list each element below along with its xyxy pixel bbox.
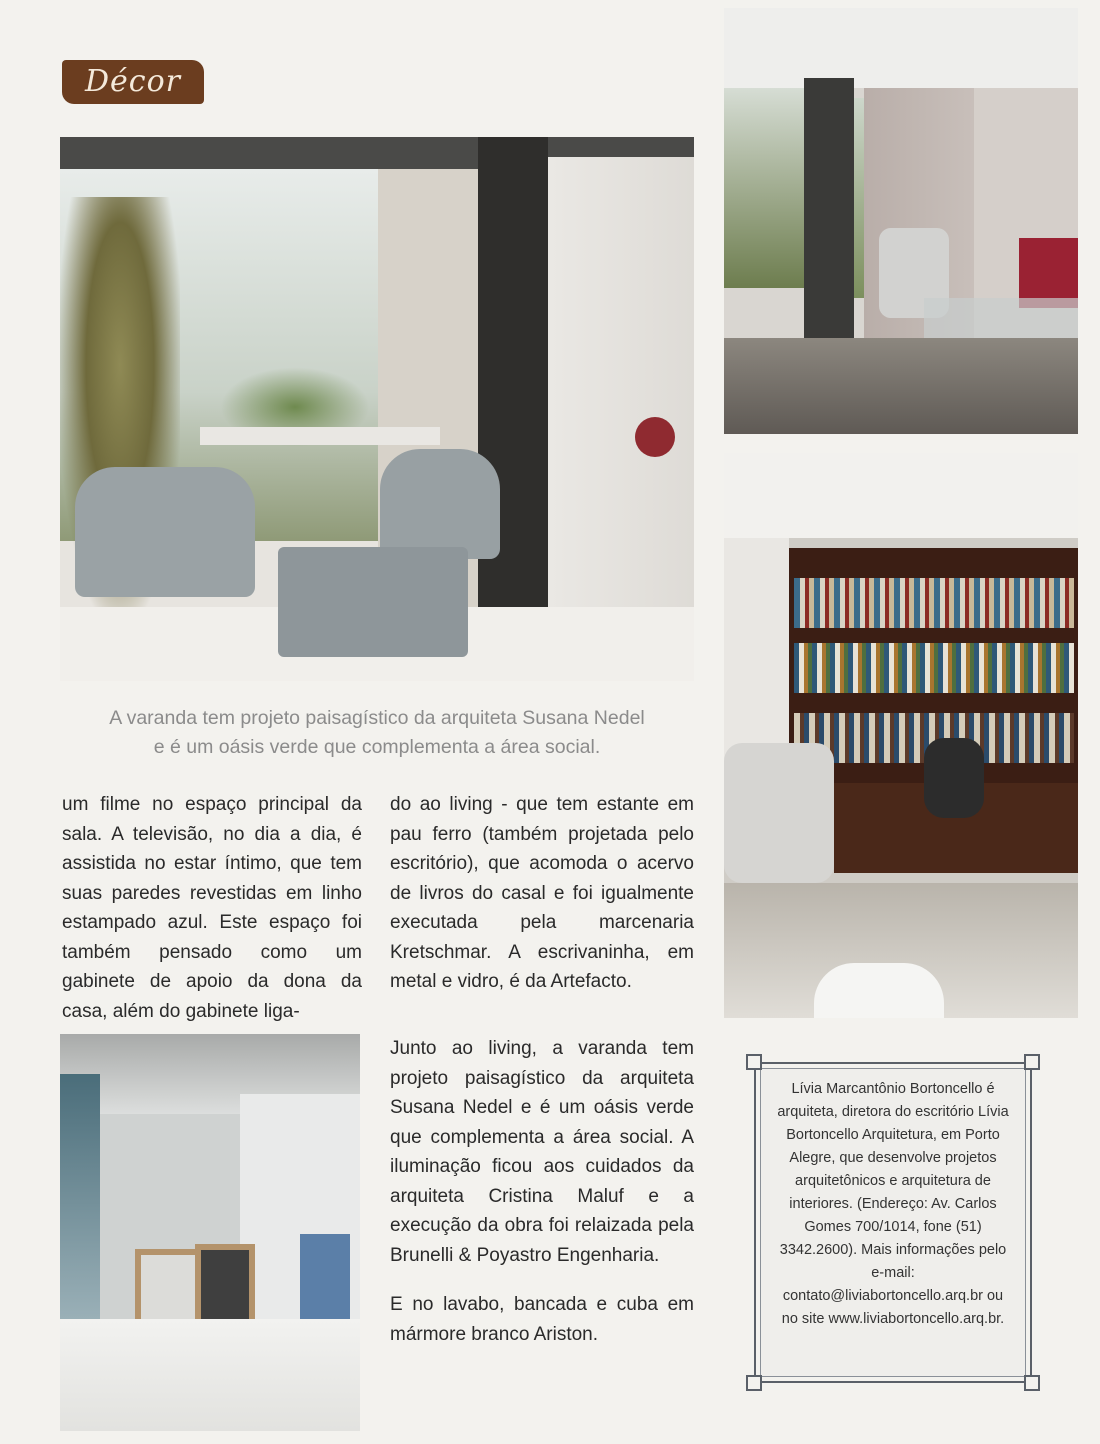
- frame-corner-ornament: [746, 1375, 762, 1391]
- article-paragraph: do ao living - que tem estante em pau ferro (também projetada pelo escritório), que acomoda o acervo de livros do casal e foi igualmente executada pela marcenaria Kretschmar. A escrivaninha, em metal e vidro, é da Artefacto.: [390, 794, 694, 992]
- article-paragraph: um filme no espaço principal da sala. A televisão, no dia a dia, é assistida no estar íntimo, que tem suas paredes revestidas em linho estampado azul. Este espaço foi também pensado como um gabinete de apoio da dona da casa, além do gabinete liga-: [62, 794, 362, 1022]
- frame-corner-ornament: [1024, 1375, 1040, 1391]
- photo-veranda: [60, 137, 694, 681]
- article-paragraph: E no lavabo, bancada e cuba em mármore branco Ariston.: [390, 1294, 694, 1345]
- photo-library: [724, 453, 1078, 1018]
- section-tag: Décor: [62, 60, 204, 104]
- photo-caption: [60, 704, 694, 762]
- frame-corner-ornament: [746, 1054, 762, 1070]
- photo-living-room: [724, 8, 1078, 434]
- caption-line-2: e é um oásis verde que complementa a área social.: [153, 736, 601, 758]
- author-bio-box: [742, 1050, 1044, 1395]
- article-column-middle: [390, 790, 694, 1017]
- caption-line-1: A varanda tem projeto paisagístico da arquiteta Susana Nedel: [109, 707, 645, 729]
- article-paragraph: Junto ao living, a varanda tem projeto paisagístico da arquiteta Susana Nedel e é um oásis verde que complementa a área social. A iluminação ficou aos cuidados da arquiteta Cristina Maluf e a execução da obra foi relaizada pela Brunelli & Poyastro Engenharia.: [390, 1038, 694, 1266]
- article-column-middle-lower: [390, 1034, 694, 1369]
- article-column-left: [62, 790, 362, 1046]
- author-bio-text: Lívia Marcantônio Bortoncello é arquiteta, diretora do escritório Lívia Bortoncello Arquitetura, em Porto Alegre, que desenvolve projetos arquitetônicos e arquitetura de interiores. (Endereço: Av. Carlos Gomes 700/1014, fone (51) 3342.2600). Mais informações pelo e-mail: contato@liviabortoncello.arq.br ou no site www.liviabortoncello.arq.br.: [777, 1081, 1009, 1327]
- frame-corner-ornament: [1024, 1054, 1040, 1070]
- photo-lavabo: [60, 1034, 360, 1431]
